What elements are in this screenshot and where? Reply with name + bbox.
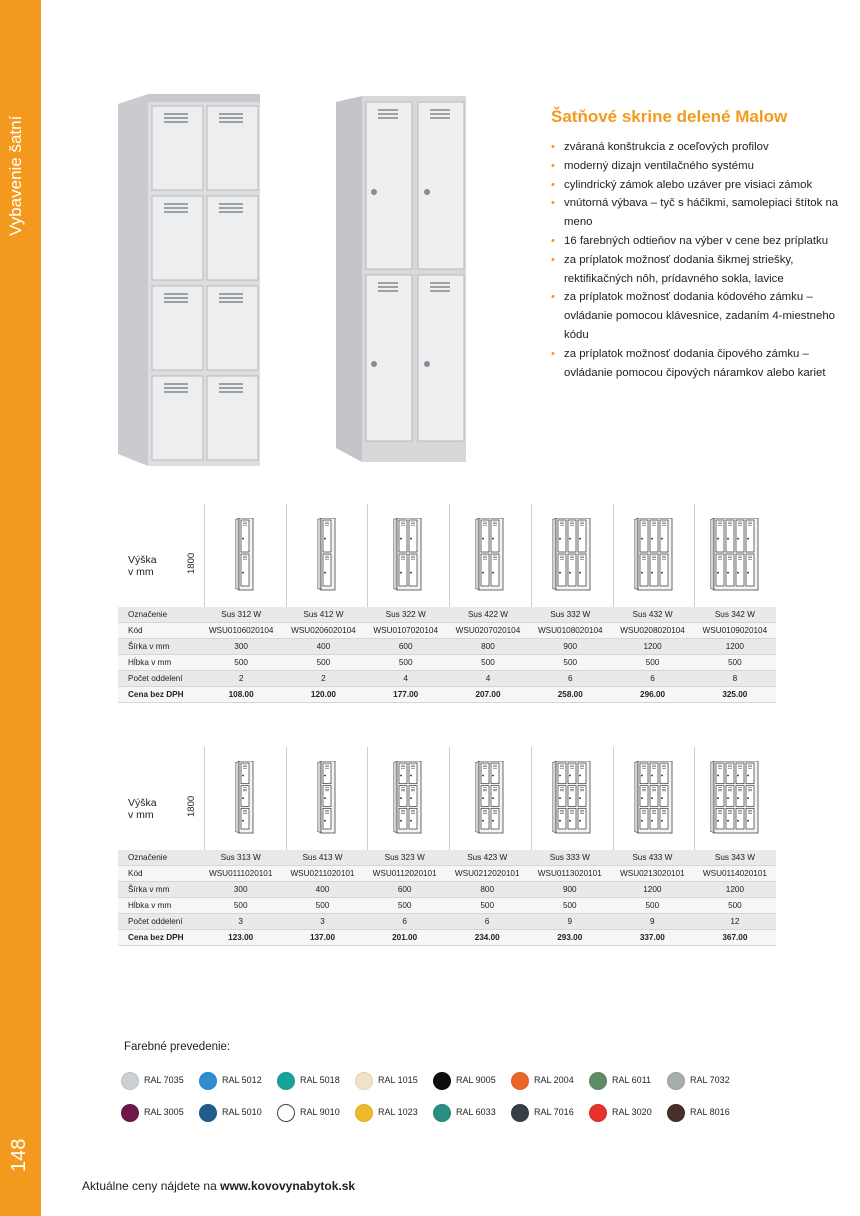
- locker-thumbnail-icon: [552, 761, 592, 837]
- row-label: Kód: [118, 623, 200, 639]
- table-cell: 800: [446, 882, 529, 898]
- color-swatch: [355, 1072, 373, 1090]
- row-label: Cena bez DPH: [118, 930, 200, 946]
- locker-thumbnail: [694, 747, 775, 850]
- table-cell: Sus 332 W: [529, 607, 611, 623]
- color-label: RAL 3005: [144, 1107, 184, 1117]
- table-cell: 500: [529, 655, 611, 671]
- color-label: RAL 6033: [456, 1107, 496, 1117]
- locker-thumbnail: [613, 504, 694, 607]
- locker-thumbnail: [286, 504, 367, 607]
- table-cell: 201.00: [364, 930, 446, 946]
- table-cell: WSU0107020104: [365, 623, 447, 639]
- footer: [82, 1179, 355, 1193]
- color-label: RAL 6011: [612, 1075, 652, 1085]
- color-label: RAL 3020: [612, 1107, 652, 1117]
- table-cell: 8: [694, 671, 776, 687]
- row-label: Hĺbka v mm: [118, 655, 200, 671]
- table-cell: Sus 313 W: [200, 850, 281, 866]
- table-cell: WSU0206020104: [282, 623, 364, 639]
- locker-thumbnail: [531, 747, 612, 850]
- table-cell: WSU0111020101: [200, 866, 281, 882]
- color-swatch: [589, 1072, 607, 1090]
- table-cell: 4: [447, 671, 529, 687]
- table-cell: 258.00: [529, 687, 611, 703]
- table-cell: 400: [281, 882, 363, 898]
- color-label: RAL 7032: [690, 1075, 730, 1085]
- color-swatch: [121, 1072, 139, 1090]
- locker-thumbnail-icon: [393, 761, 423, 837]
- height-value: 1800: [186, 795, 197, 817]
- feature-item: • 16 farebných odtieňov na výber v cene bez príplatku: [551, 232, 841, 251]
- color-swatch: [199, 1104, 217, 1122]
- table-cell: 6: [364, 914, 446, 930]
- table-cell: WSU0208020104: [611, 623, 693, 639]
- feature-item: • za príplatok možnosť dodania kódového zámku – ovládanie pomocou klávesnice, zadaním 4-miestneho kódu: [551, 288, 841, 344]
- locker-thumbnail: [286, 747, 367, 850]
- table-row: [118, 930, 776, 946]
- table-cell: 500: [364, 898, 446, 914]
- color-swatch: [511, 1072, 529, 1090]
- locker-thumbnail-icon: [475, 518, 505, 594]
- color-label: RAL 5018: [300, 1075, 340, 1085]
- locker-thumbnail-icon: [235, 761, 255, 837]
- color-swatch: [277, 1104, 295, 1122]
- table-cell: Sus 433 W: [611, 850, 694, 866]
- table-cell: 293.00: [529, 930, 611, 946]
- table-row: [118, 850, 776, 866]
- table-cell: 500: [365, 655, 447, 671]
- table-cell: 6: [446, 914, 529, 930]
- table-cell: WSU0109020104: [694, 623, 776, 639]
- color-label: RAL 5012: [222, 1075, 262, 1085]
- spec-table: [118, 850, 776, 946]
- locker-thumbnail: [613, 747, 694, 850]
- row-label: Cena bez DPH: [118, 687, 200, 703]
- table-cell: 300: [200, 639, 282, 655]
- table-row: [118, 655, 776, 671]
- table-cell: Sus 412 W: [282, 607, 364, 623]
- locker-thumbnail: [694, 504, 775, 607]
- table-cell: 1200: [694, 639, 776, 655]
- locker-thumbnail: [367, 747, 448, 850]
- color-swatch: [277, 1072, 295, 1090]
- color-label: RAL 9005: [456, 1075, 496, 1085]
- color-label: RAL 7016: [534, 1107, 574, 1117]
- locker-thumbnail-icon: [317, 761, 337, 837]
- table-row: [118, 623, 776, 639]
- table-row: [118, 882, 776, 898]
- table-cell: 500: [694, 898, 776, 914]
- table-cell: 4: [365, 671, 447, 687]
- table-cell: 500: [200, 898, 281, 914]
- locker-thumbnail: [204, 747, 285, 850]
- color-label: RAL 8016: [690, 1107, 730, 1117]
- table-cell: 500: [200, 655, 282, 671]
- table-cell: WSU0112020101: [364, 866, 446, 882]
- table-cell: 12: [694, 914, 776, 930]
- footer-url[interactable]: www.kovovynabytok.sk: [220, 1179, 356, 1193]
- table-cell: 400: [282, 639, 364, 655]
- row-label: Počet oddelení: [118, 671, 200, 687]
- table-cell: 325.00: [694, 687, 776, 703]
- table-cell: Sus 413 W: [281, 850, 363, 866]
- color-swatch: [199, 1072, 217, 1090]
- color-swatch: [667, 1104, 685, 1122]
- table-cell: Sus 423 W: [446, 850, 529, 866]
- color-swatch: [355, 1104, 373, 1122]
- table-cell: 137.00: [281, 930, 363, 946]
- table-cell: Sus 322 W: [365, 607, 447, 623]
- color-swatch: [511, 1104, 529, 1122]
- table-row: [118, 671, 776, 687]
- locker-4x2-image: [118, 94, 263, 466]
- table-row: [118, 639, 776, 655]
- table-cell: 296.00: [611, 687, 693, 703]
- row-label: Šírka v mm: [118, 639, 200, 655]
- table-cell: WSU0108020104: [529, 623, 611, 639]
- feature-item: • cylindrický zámok alebo uzáver pre visiaci zámok: [551, 176, 841, 195]
- locker-thumbnail-icon: [317, 518, 337, 594]
- table-cell: 500: [694, 655, 776, 671]
- table-cell: 120.00: [282, 687, 364, 703]
- sidebar: [0, 0, 41, 1216]
- table-cell: WSU0211020101: [281, 866, 363, 882]
- table-cell: Sus 312 W: [200, 607, 282, 623]
- table-cell: 207.00: [447, 687, 529, 703]
- table-cell: Sus 422 W: [447, 607, 529, 623]
- row-label: Hĺbka v mm: [118, 898, 200, 914]
- locker-thumbnail-icon: [475, 761, 505, 837]
- table-cell: 1200: [694, 882, 776, 898]
- table-row: [118, 866, 776, 882]
- color-swatch: [433, 1072, 451, 1090]
- table-row: [118, 687, 776, 703]
- locker-2x2-image: [336, 96, 468, 462]
- color-label: RAL 1015: [378, 1075, 418, 1085]
- table-cell: 500: [529, 898, 611, 914]
- locker-thumbnail: [367, 504, 448, 607]
- footer-text: Aktuálne ceny nájdete na: [82, 1179, 221, 1193]
- spec-table-3-rows: [118, 747, 776, 947]
- color-swatch: [433, 1104, 451, 1122]
- color-swatch: [121, 1104, 139, 1122]
- height-value: 1800: [186, 552, 197, 574]
- table-cell: Sus 432 W: [611, 607, 693, 623]
- product-title: Šatňové skrine delené Malow: [551, 107, 788, 126]
- table-cell: 500: [611, 655, 693, 671]
- table-cell: 300: [200, 882, 281, 898]
- table-cell: Sus 323 W: [364, 850, 446, 866]
- table-cell: 3: [200, 914, 281, 930]
- table-cell: 337.00: [611, 930, 694, 946]
- locker-thumbnail-icon: [634, 518, 674, 594]
- locker-thumbnail: [449, 504, 530, 607]
- feature-item: • za príplatok možnosť dodania čipového zámku – ovládanie pomocou čipových náramkov alebo kariet: [551, 345, 841, 383]
- colors-title: Farebné prevedenie:: [124, 1041, 231, 1053]
- table-row: [118, 898, 776, 914]
- color-label: RAL 7035: [144, 1075, 184, 1085]
- table-cell: 900: [529, 882, 611, 898]
- row-label: Kód: [118, 866, 200, 882]
- height-label: Výška v mm: [128, 554, 157, 578]
- color-label: RAL 2004: [534, 1075, 574, 1085]
- height-label: Výška v mm: [128, 797, 157, 821]
- table-cell: 900: [529, 639, 611, 655]
- table-cell: 500: [446, 898, 529, 914]
- table-cell: WSU0106020104: [200, 623, 282, 639]
- table-cell: 3: [281, 914, 363, 930]
- table-cell: 177.00: [365, 687, 447, 703]
- table-cell: 2: [200, 671, 282, 687]
- table-cell: 2: [282, 671, 364, 687]
- table-cell: 500: [447, 655, 529, 671]
- table-cell: 600: [365, 639, 447, 655]
- table-cell: 9: [529, 914, 611, 930]
- feature-item: • vnútorná výbava – tyč s háčikmi, samolepiaci štítok na meno: [551, 194, 841, 232]
- table-row: [118, 914, 776, 930]
- row-label: Označenie: [118, 607, 200, 623]
- table-cell: 6: [529, 671, 611, 687]
- locker-thumbnail: [204, 504, 285, 607]
- locker-thumbnail: [531, 504, 612, 607]
- color-label: RAL 9010: [300, 1107, 340, 1117]
- row-label: Šírka v mm: [118, 882, 200, 898]
- section-title: Vybavenie šatní: [6, 115, 25, 236]
- table-cell: Sus 342 W: [694, 607, 776, 623]
- locker-thumbnail-icon: [552, 518, 592, 594]
- table-cell: 6: [611, 671, 693, 687]
- table-cell: WSU0212020101: [446, 866, 529, 882]
- table-cell: 800: [447, 639, 529, 655]
- table-cell: 500: [611, 898, 694, 914]
- spec-table-2-rows: [118, 504, 776, 704]
- table-cell: 234.00: [446, 930, 529, 946]
- table-cell: 600: [364, 882, 446, 898]
- table-cell: 123.00: [200, 930, 281, 946]
- row-label: Počet oddelení: [118, 914, 200, 930]
- table-cell: Sus 343 W: [694, 850, 776, 866]
- locker-thumbnail-icon: [634, 761, 674, 837]
- table-cell: 1200: [611, 882, 694, 898]
- table-cell: WSU0114020101: [694, 866, 776, 882]
- feature-item: • za príplatok možnosť dodania šikmej striešky, rektifikačných nôh, prídavného sokla, lavice: [551, 251, 841, 289]
- locker-thumbnail-icon: [710, 761, 760, 837]
- feature-item: • moderný dizajn ventilačného systému: [551, 157, 841, 176]
- color-label: RAL 1023: [378, 1107, 418, 1117]
- spec-table: [118, 607, 776, 703]
- table-cell: 367.00: [694, 930, 776, 946]
- table-cell: WSU0213020101: [611, 866, 694, 882]
- color-swatch: [589, 1104, 607, 1122]
- table-cell: Sus 333 W: [529, 850, 611, 866]
- color-swatch: [667, 1072, 685, 1090]
- locker-thumbnail-icon: [393, 518, 423, 594]
- table-cell: 500: [281, 898, 363, 914]
- page-number: 148: [8, 1138, 30, 1172]
- feature-list: [551, 138, 841, 382]
- color-label: RAL 5010: [222, 1107, 262, 1117]
- thumbnail-row: [118, 747, 776, 850]
- table-cell: 108.00: [200, 687, 282, 703]
- locker-thumbnail: [449, 747, 530, 850]
- table-row: [118, 607, 776, 623]
- table-cell: 1200: [611, 639, 693, 655]
- table-cell: 9: [611, 914, 694, 930]
- table-cell: WSU0113020101: [529, 866, 611, 882]
- thumbnail-row: [118, 504, 776, 607]
- feature-item: • zváraná konštrukcia z oceľových profilov: [551, 138, 841, 157]
- table-cell: WSU0207020104: [447, 623, 529, 639]
- locker-thumbnail-icon: [710, 518, 760, 594]
- table-cell: 500: [282, 655, 364, 671]
- locker-thumbnail-icon: [235, 518, 255, 594]
- row-label: Označenie: [118, 850, 200, 866]
